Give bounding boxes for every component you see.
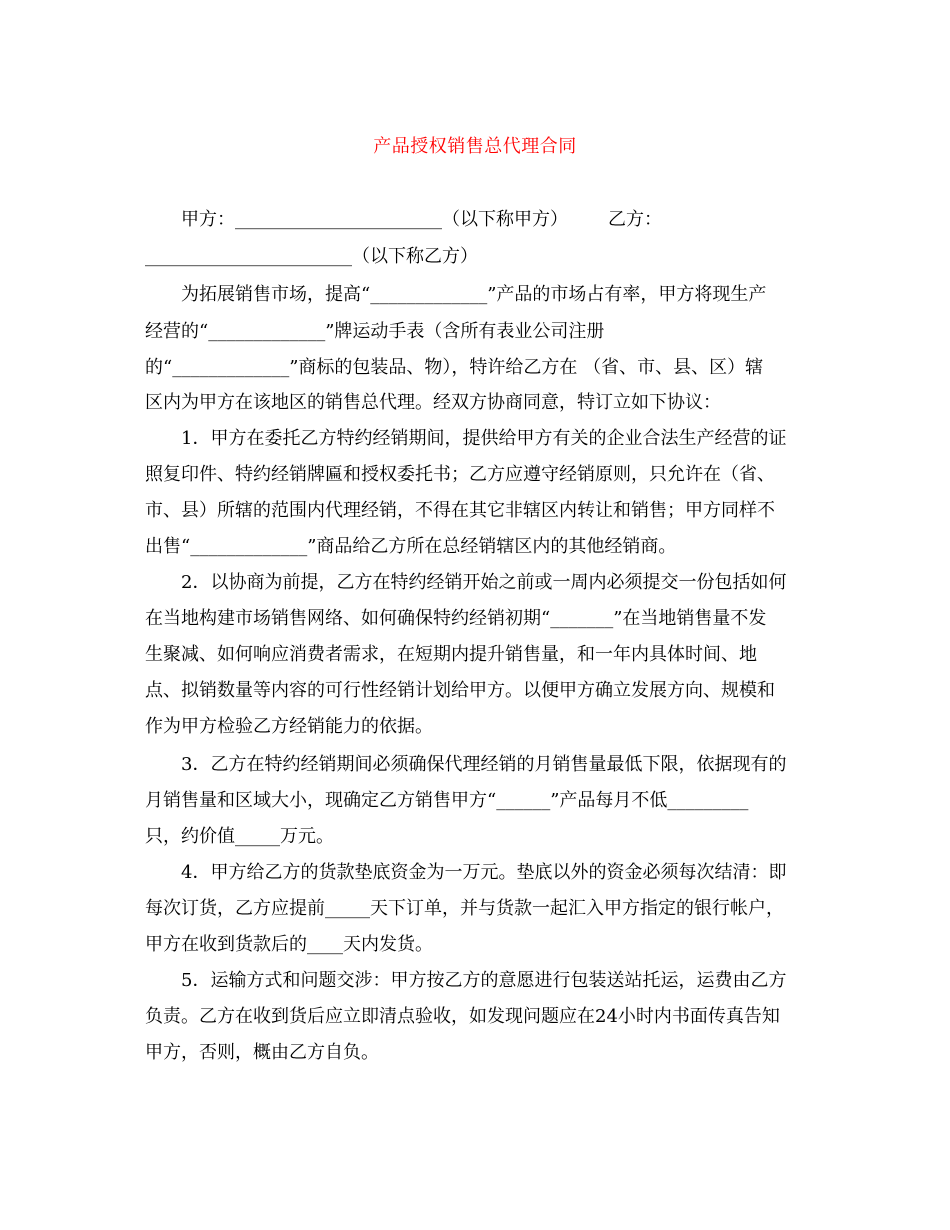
paragraph-line: 在当地构建市场销售网络、如何确保特约经销初期“_______”在当地销售量不发 [145,608,767,629]
paragraph-line: 甲方在收到货款后的____天内发货。 [145,934,433,955]
paragraph-line: 照复印件、特约经销牌匾和授权委托书；乙方应遵守经销原则，只允许在（省、 [145,464,775,485]
paragraph-line: 市、县）所辖的范围内代理经销，不得在其它非辖区内转让和销售；甲方同样不 [145,500,775,521]
paragraph-line: 4．甲方给乙方的货款垫底资金为一万元。垫底以外的资金必须每次结清：即 [181,862,787,883]
paragraph-line: 3．乙方在特约经销期间必须确保代理经销的月销售量最低下限，依据现有的 [181,754,787,775]
paragraph-line: 5．运输方式和问题交涉：甲方按乙方的意愿进行包装送站托运，运费由乙方 [181,970,787,991]
paragraph-line: 点、拟销数量等内容的可行性经销计划给甲方。以便甲方确立发展方向、规模和 [145,680,775,701]
paragraph-line: 只，约价值_____万元。 [145,826,334,847]
paragraph-line: 区内为甲方在该地区的销售总代理。经双方协商同意，特订立如下协议： [145,392,721,413]
paragraph-line: 出售“_____________”商品给乙方所在总经销辖区内的其他经销商。 [145,536,677,557]
paragraph-line: 作为甲方检验乙方经销能力的依据。 [145,716,433,737]
document-title: 产品授权销售总代理合同 [373,136,577,157]
paragraph-line: 1．甲方在委托乙方特约经销期间，提供给甲方有关的企业合法生产经营的证 [181,428,787,449]
party-a-line: 甲方：_______________________（以下称甲方） [181,209,568,230]
paragraph-line: 经营的“_____________”牌运动手表（含所有表业公司注册 [145,321,605,342]
paragraph-line: 甲方，否则，概由乙方自负。 [145,1042,379,1063]
paragraph-line: 每次订货，乙方应提前_____天下订单，并与货款一起汇入甲方指定的银行帐户， [145,898,784,919]
paragraph-line: 负责。乙方在收到货后应立即清点验收，如发现问题应在24小时内书面传真告知 [145,1006,780,1027]
party-b-line: _______________________（以下称乙方） [145,246,478,267]
paragraph-line: 2．以协商为前提，乙方在特约经销开始之前或一周内必须提交一份包括如何 [181,572,787,593]
paragraph-line: 的“_____________”商标的包装品、物），特许给乙方在 （省、市、县、区）辖 [145,357,764,378]
paragraph-line: 生聚减、如何响应消费者需求，在短期内提升销售量，和一年内具体时间、地 [145,644,757,665]
paragraph-line: 月销售量和区域大小，现确定乙方销售甲方“______”产品每月不低_________ [145,790,749,811]
paragraph-line: 为拓展销售市场，提高“_____________”产品的市场占有率，甲方将现生产 [181,284,767,305]
party-b-label: 乙方： [608,209,662,230]
